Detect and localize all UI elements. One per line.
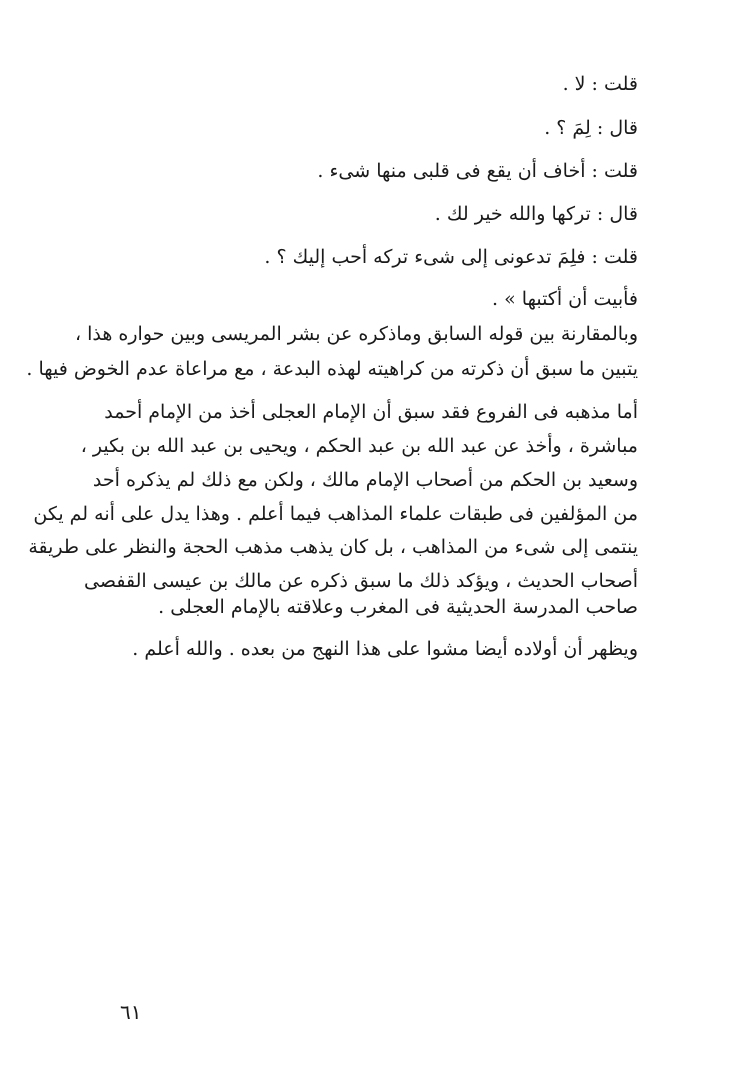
dialogue-line: قلت : فلِمَ تدعونى إلى شىء تركه أحب إليك ؟ . [264,246,638,268]
paragraph-line: أصحاب الحديث ، ويؤكد ذلك ما سبق ذكره عن مالك بن عيسى القفصى [84,570,638,592]
dialogue-line: قلت : أخاف أن يقع فى قلبى منها شىء . [317,160,638,182]
dialogue-line: قلت : لا . [562,73,638,95]
dialogue-line: قال : لِمَ ؟ . [544,117,638,139]
paragraph-line: مباشرة ، وأخذ عن عبد الله بن عبد الحكم ، ويحيى بن عبد الله بن بكير ، [80,435,638,457]
paragraph-line: وسعيد بن الحكم من أصحاب الإمام مالك ، ولكن مع ذلك لم يذكره أحد [92,469,638,491]
paragraph-line: ويظهر أن أولاده أيضا مشوا على هذا النهج من بعده . والله أعلم . [132,638,638,660]
dialogue-line: فأبيت أن أكتبها » . [492,288,638,310]
paragraph-line: وبالمقارنة بين قوله السابق وماذكره عن بشر المريسى وبين حواره هذا ، [74,323,638,345]
paragraph-line: من المؤلفين فى طبقات علماء المذاهب فيما أعلم . وهذا يدل على أنه لم يكن [33,503,638,525]
paragraph-line: ينتمى إلى شىء من المذاهب ، بل كان يذهب مذهب الحجة والنظر على طريقة [28,536,638,558]
paragraph-line: صاحب المدرسة الحديثية فى المغرب وعلاقته بالإمام العجلى . [158,596,638,618]
paragraph-line: أما مذهبه فى الفروع فقد سبق أن الإمام العجلى أخذ من الإمام أحمد [104,401,638,423]
dialogue-line: قال : تركها والله خير لك . [434,203,638,225]
paragraph-line: يتبين ما سبق أن ذكرته من كراهيته لهذه البدعة ، مع مراعاة عدم الخوض فيها . [26,358,638,380]
page-number: ٦١ [120,1000,142,1024]
